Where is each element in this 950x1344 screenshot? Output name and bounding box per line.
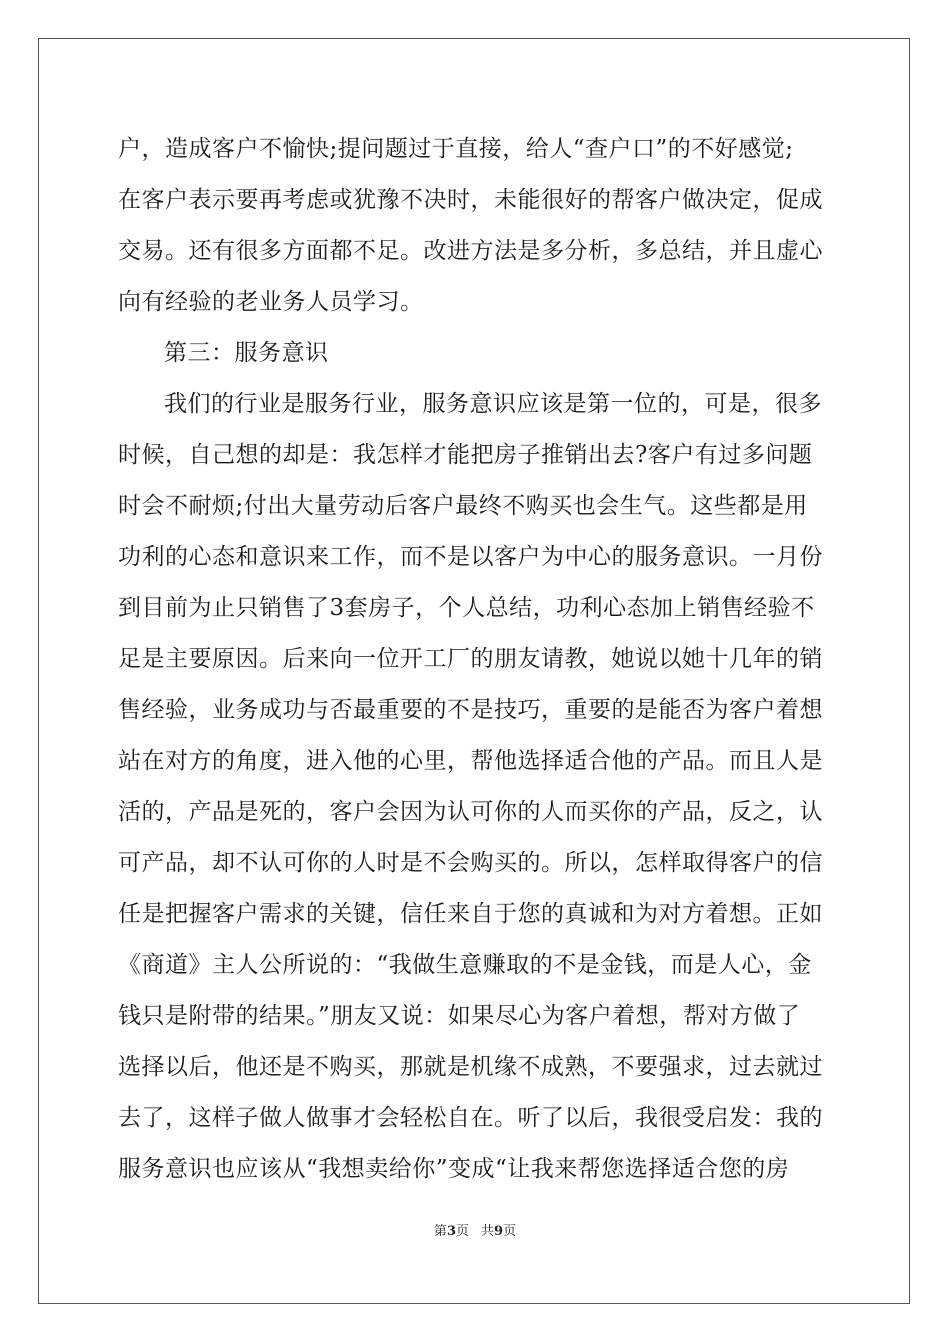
text-line: 去了，这样子做人做事才会轻松自在。听了以后，我很受启发：我的: [118, 1105, 823, 1131]
document-body: [118, 124, 834, 1195]
text-line: 选择以后，他还是不购买，那就是机缘不成熟，不要强求，过去就过: [118, 1054, 823, 1080]
text-line: 功利的心态和意识来工作，而不是以客户为中心的服务意识。一月份: [118, 544, 823, 570]
total-suffix: 页: [503, 1224, 517, 1239]
text-line: 在客户表示要再考虑或犹豫不决时，未能很好的帮客户做决定，促成: [118, 187, 823, 213]
text-line: 售经验，业务成功与否最重要的不是技巧，重要的是能否为客户着想: [118, 697, 823, 723]
text-line: 《商道》主人公所说的：“我做生意赚取的不是金钱，而是人心，金: [118, 952, 812, 978]
text-line: 我们的行业是服务行业，服务意识应该是第一位的，可是，很多: [164, 391, 822, 417]
text-line: 可产品，却不认可你的人时是不会购买的。所以，怎样取得客户的信: [118, 850, 823, 876]
text-line: 站在对方的角度，进入他的心里，帮他选择适合他的产品。而且人是: [118, 748, 823, 774]
text-line: 到目前为止只销售了3套房子，个人总结，功利心态加上销售经验不: [118, 595, 815, 621]
text-line: 户，造成客户不愉快;提问题过于直接，给人“查户口”的不好感觉;: [118, 136, 794, 162]
page-suffix: 页: [455, 1224, 469, 1239]
text-line: 第三：服务意识: [164, 340, 329, 366]
text-line: 向有经验的老业务人员学习。: [118, 289, 424, 315]
text-line: 足是主要原因。后来向一位开工厂的朋友请教，她说以她十几年的销: [118, 646, 823, 672]
text-line: 任是把握客户需求的关键，信任来自于您的真诚和为对方着想。正如: [118, 901, 823, 927]
page-footer: [0, 1220, 950, 1239]
text-line: 时候，自己想的却是：我怎样才能把房子推销出去?客户有过多问题: [118, 442, 813, 468]
text-line: 钱只是附带的结果。”朋友又说：如果尽心为客户着想，帮对方做了: [118, 1003, 801, 1029]
text-line: 服务意识也应该从“我想卖给你”变成“让我来帮您选择适合您的房: [118, 1156, 790, 1182]
page-number: 3: [446, 1224, 456, 1239]
total-prefix: 共: [481, 1224, 495, 1239]
text-line: 交易。还有很多方面都不足。改进方法是多分析，多总结，并且虚心: [118, 238, 823, 264]
text-line: 时会不耐烦;付出大量劳动后客户最终不购买也会生气。这些都是用: [118, 493, 808, 519]
total-pages: 9: [494, 1224, 504, 1239]
page-prefix: 第: [433, 1224, 447, 1239]
text-line: 活的，产品是死的，客户会因为认可你的人而买你的产品，反之，认: [118, 799, 823, 825]
